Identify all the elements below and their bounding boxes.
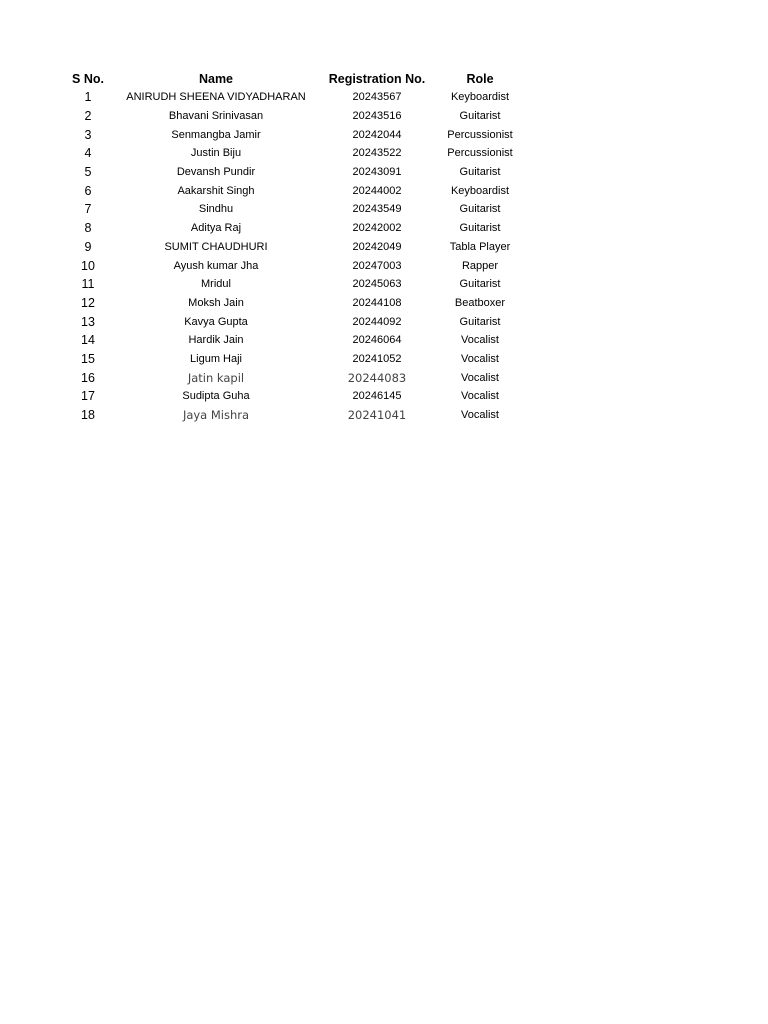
table-row [58, 144, 520, 163]
cell-registration: 20244092 [352, 315, 402, 328]
cell-sno: 11 [81, 277, 95, 292]
cell-sno: 1 [84, 90, 92, 105]
cell-name: Moksh Jain [188, 296, 244, 309]
table-row [58, 387, 520, 406]
header-sno: S No. [72, 71, 104, 86]
table-row [58, 312, 520, 331]
cell-role: Percussionist [447, 128, 513, 141]
cell-name: ANIRUDH SHEENA VIDYADHARAN [126, 91, 306, 104]
header-row [58, 69, 520, 88]
cell-sno: 12 [81, 295, 95, 310]
cell-name: Justin Biju [190, 147, 242, 160]
cell-sno: 13 [81, 314, 95, 329]
cell-role: Percussionist [447, 147, 513, 160]
header-registration: Registration No. [328, 71, 426, 86]
cell-sno: 5 [84, 165, 92, 180]
cell-role: Guitarist [459, 166, 501, 179]
table-row [58, 350, 520, 369]
cell-sno: 10 [81, 258, 95, 273]
cell-role: Rapper [461, 259, 499, 272]
cell-sno: 15 [81, 351, 95, 366]
cell-registration: 20246064 [352, 334, 402, 347]
cell-name: Sudipta Guha [182, 390, 250, 403]
cell-role: Vocalist [461, 334, 499, 347]
cell-role: Guitarist [459, 203, 501, 216]
table-row [58, 294, 520, 313]
cell-role: Guitarist [459, 315, 501, 328]
cell-registration: 20241041 [347, 408, 407, 423]
cell-role: Beatboxer [454, 296, 506, 309]
cell-sno: 16 [81, 370, 95, 385]
cell-registration: 20246145 [352, 390, 402, 403]
cell-registration: 20241052 [352, 352, 402, 365]
cell-registration: 20244083 [347, 370, 407, 385]
cell-role: Vocalist [461, 390, 499, 403]
cell-name: Jatin kapil [187, 370, 245, 385]
cell-sno: 7 [84, 202, 92, 217]
header-role: Role [466, 71, 494, 86]
cell-name: Aakarshit Singh [177, 184, 255, 197]
cell-name: Kavya Gupta [184, 315, 248, 328]
cell-name: Devansh Pundir [176, 166, 256, 179]
cell-sno: 18 [81, 408, 95, 423]
cell-registration: 20244108 [352, 296, 402, 309]
table-row [58, 181, 520, 200]
cell-role: Guitarist [459, 110, 501, 123]
table-row [58, 368, 520, 387]
table-row [58, 88, 520, 107]
cell-sno: 14 [81, 333, 95, 348]
cell-name: Jaya Mishra [182, 408, 250, 423]
table-row [58, 125, 520, 144]
cell-registration: 20247003 [352, 259, 402, 272]
cell-registration: 20242049 [352, 240, 402, 253]
cell-role: Tabla Player [449, 240, 511, 253]
cell-sno: 3 [84, 127, 92, 142]
cell-registration: 20243516 [352, 110, 402, 123]
cell-name: Hardik Jain [188, 334, 244, 347]
table-row [58, 275, 520, 294]
cell-role: Keyboardist [450, 91, 510, 104]
cell-sno: 4 [84, 146, 92, 161]
cell-registration: 20242002 [352, 222, 402, 235]
cell-sno: 2 [84, 109, 92, 124]
member-table [58, 69, 520, 424]
cell-name: Ligum Haji [190, 352, 242, 365]
cell-registration: 20244002 [352, 184, 402, 197]
cell-registration: 20242044 [352, 128, 402, 141]
cell-role: Vocalist [461, 352, 499, 365]
table-row [58, 163, 520, 182]
cell-role: Guitarist [459, 222, 501, 235]
cell-role: Vocalist [461, 371, 499, 384]
cell-role: Keyboardist [450, 184, 510, 197]
cell-sno: 8 [84, 221, 92, 236]
table-row [58, 200, 520, 219]
table-row [58, 238, 520, 257]
cell-name: Ayush kumar Jha [173, 259, 259, 272]
table-row [58, 331, 520, 350]
header-name: Name [198, 71, 234, 86]
cell-name: Sindhu [198, 203, 234, 216]
table-row [58, 219, 520, 238]
cell-registration: 20243091 [352, 166, 402, 179]
cell-sno: 17 [81, 389, 95, 404]
cell-role: Guitarist [459, 278, 501, 291]
cell-name: Senmangba Jamir [171, 128, 261, 141]
cell-role: Vocalist [461, 409, 499, 422]
cell-name: SUMIT CHAUDHURI [164, 240, 268, 253]
table-row [58, 256, 520, 275]
table-row [58, 107, 520, 126]
cell-name: Aditya Raj [190, 222, 242, 235]
cell-name: Bhavani Srinivasan [168, 110, 264, 123]
cell-registration: 20245063 [352, 278, 402, 291]
cell-registration: 20243567 [352, 91, 402, 104]
cell-name: Mridul [201, 278, 231, 291]
cell-sno: 6 [84, 183, 92, 198]
cell-registration: 20243549 [352, 203, 402, 216]
cell-registration: 20243522 [352, 147, 402, 160]
table-row [58, 406, 520, 425]
cell-sno: 9 [84, 239, 92, 254]
